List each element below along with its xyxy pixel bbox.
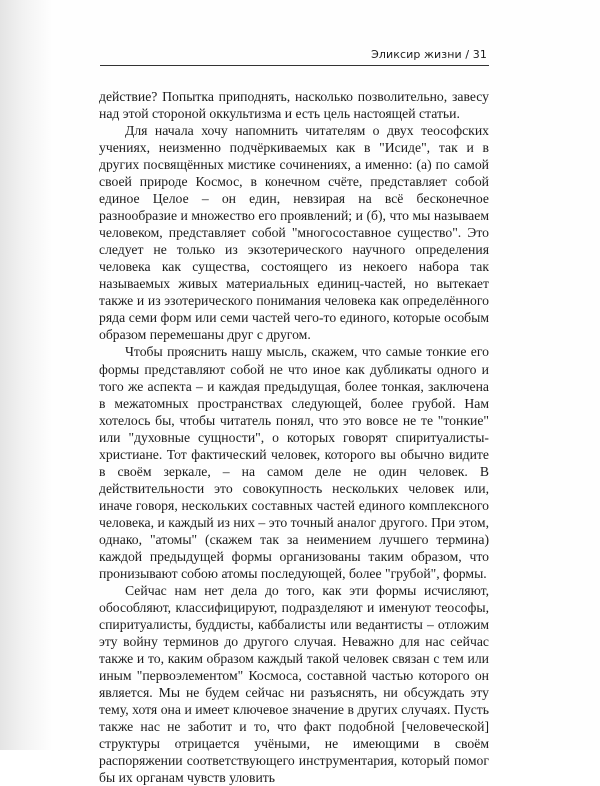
- page-gutter-shadow: [0, 0, 52, 750]
- paragraph: Сейчас нам нет дела до того, как эти формы исчисляют, обособляют, классифицируют, подразделяют и именуют теософы, спиритуалисты, буддисты, каббалисты или ведантисты – отложим эту войну терминов до другого случая. Неважно для нас сейчас также и то, каким образом каждый такой человек связан с тем или иным "первоэлементом" Космоса, составной частью которого он является. Мы не будем сейчас ни разъяснять, ни обсуждать эту тему, хотя она и имеет ключевое значение в других случаях. Пусть также нас не заботит и то, что факт подобной [человеческой] структуры отрицается учёными, не имеющими в своём распоряжении соответствующего инструментария, который помог бы их органам чувств уловить: [99, 582, 489, 786]
- running-header: Эликсир жизни / 31: [371, 48, 487, 61]
- paragraph: действие? Попытка приподнять, насколько позволительно, завесу над этой стороной оккультизма и есть цель настоящей статьи.: [99, 89, 489, 122]
- body-text: [99, 88, 489, 786]
- paragraph: Для начала хочу напомнить читателям о двух теософских учениях, неизменно подчёркиваемых как в "Исиде", так и в других посвящённых мистике сочинениях, а именно: (а) по самой своей природе Космос, в конечном счёте, представляет собой единое Целое – он един, невзирая на всё бесконечное разнообразие и множество его проявлений; и (б), что мы называем человеком, представляет собой "многосоставное существо". Это следует не только из экзотерического научного определения человека как существа, состоящего из некоего набора так называемых живых материальных единиц-частей, но вытекает также и из эзотерического понимания человека как определённого ряда семи форм или семи частей чего-то единого, которые особым образом перемешаны друг с другом.: [99, 123, 489, 343]
- header-rule: [100, 65, 489, 66]
- paragraph: Чтобы прояснить нашу мысль, скажем, что самые тонкие его формы представляют собой не что иное как дубликаты одного и того же аспекта – и каждая предыдущая, более тонкая, заключена в межатомных пространствах следующей, более грубой. Нам хотелось бы, чтобы читатель понял, что это вовсе не те "тонкие" или "духовные сущности", о которых говорят спиритуалисты-христиане. Тот фактический человек, которого вы обычно видите в своём зеркале, – на самом деле не один человек. В действительности это совокупность нескольких человек или, иначе говоря, нескольких составных частей единого комплексного человека, и каждый из них – это точный аналог другого. При этом, однако, "атомы" (скажем так за неимением лучшего термина) каждой предыдущей формы организованы таким образом, что пронизывают собою атомы последующей, более "грубой", формы.: [99, 344, 489, 581]
